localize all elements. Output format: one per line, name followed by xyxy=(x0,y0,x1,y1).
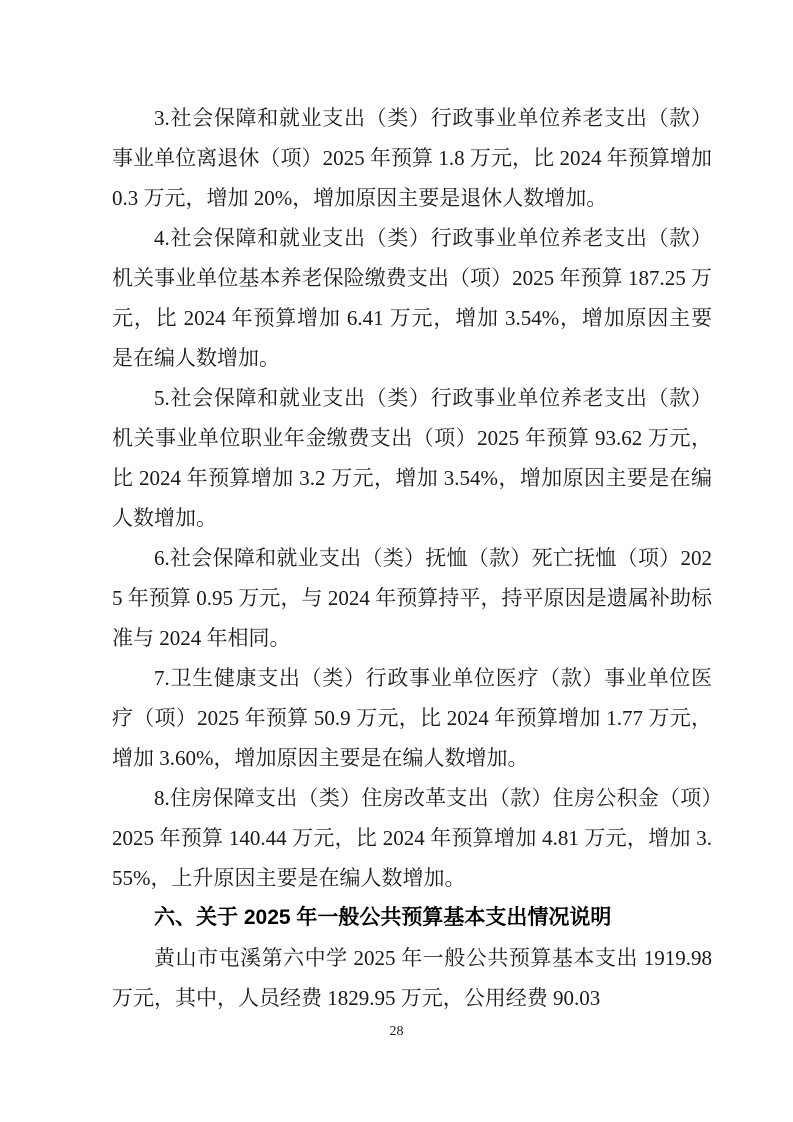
paragraph-item-3: 3.社会保障和就业支出（类）行政事业单位养老支出（款）事业单位离退休（项）2025 年预算 1.8 万元，比 2024 年预算增加 0.3 万元，增加 20%，增加原因主要是退休人数增加。 xyxy=(112,106,712,210)
section-heading: 六、关于 2025 年一般公共预算基本支出情况说明 xyxy=(154,906,612,929)
section-opening-paragraph: 黄山市屯溪第六中学 2025 年一般公共预算基本支出 1919.98 万元，其中，人员经费 1829.95 万元，公用经费 90.03 xyxy=(112,946,712,1010)
paragraph-item-6: 6.社会保障和就业支出（类）抚恤（款）死亡抚恤（项）2025 年预算 0.95 万元，与 2024 年预算持平，持平原因是遗属补助标准与 2024 年相同。 xyxy=(112,546,712,650)
paragraph-item-7: 7.卫生健康支出（类）行政事业单位医疗（款）事业单位医疗（项）2025 年预算 50.9 万元，比 2024 年预算增加 1.77 万元，增加 3.60%，增加原因主要是在编人数增加。 xyxy=(112,666,712,770)
page-number: 28 xyxy=(389,1024,404,1039)
paragraph-item-8: 8.住房保障支出（类）住房改革支出（款）住房公积金（项）2025 年预算 140.44 万元，比 2024 年预算增加 4.81 万元，增加 3.55%，上升原因主要是在编人数增加。 xyxy=(112,786,712,890)
document-body xyxy=(112,98,712,1018)
paragraph-item-5: 5.社会保障和就业支出（类）行政事业单位养老支出（款）机关事业单位职业年金缴费支出（项）2025 年预算 93.62 万元，比 2024 年预算增加 3.2 万元，增加 3.54%，增加原因主要是在编人数增加。 xyxy=(112,386,712,530)
paragraph-item-4: 4.社会保障和就业支出（类）行政事业单位养老支出（款）机关事业单位基本养老保险缴费支出（项）2025 年预算 187.25 万元，比 2024 年预算增加 6.41 万元，增加 3.54%，增加原因主要是在编人数增加。 xyxy=(112,226,712,370)
